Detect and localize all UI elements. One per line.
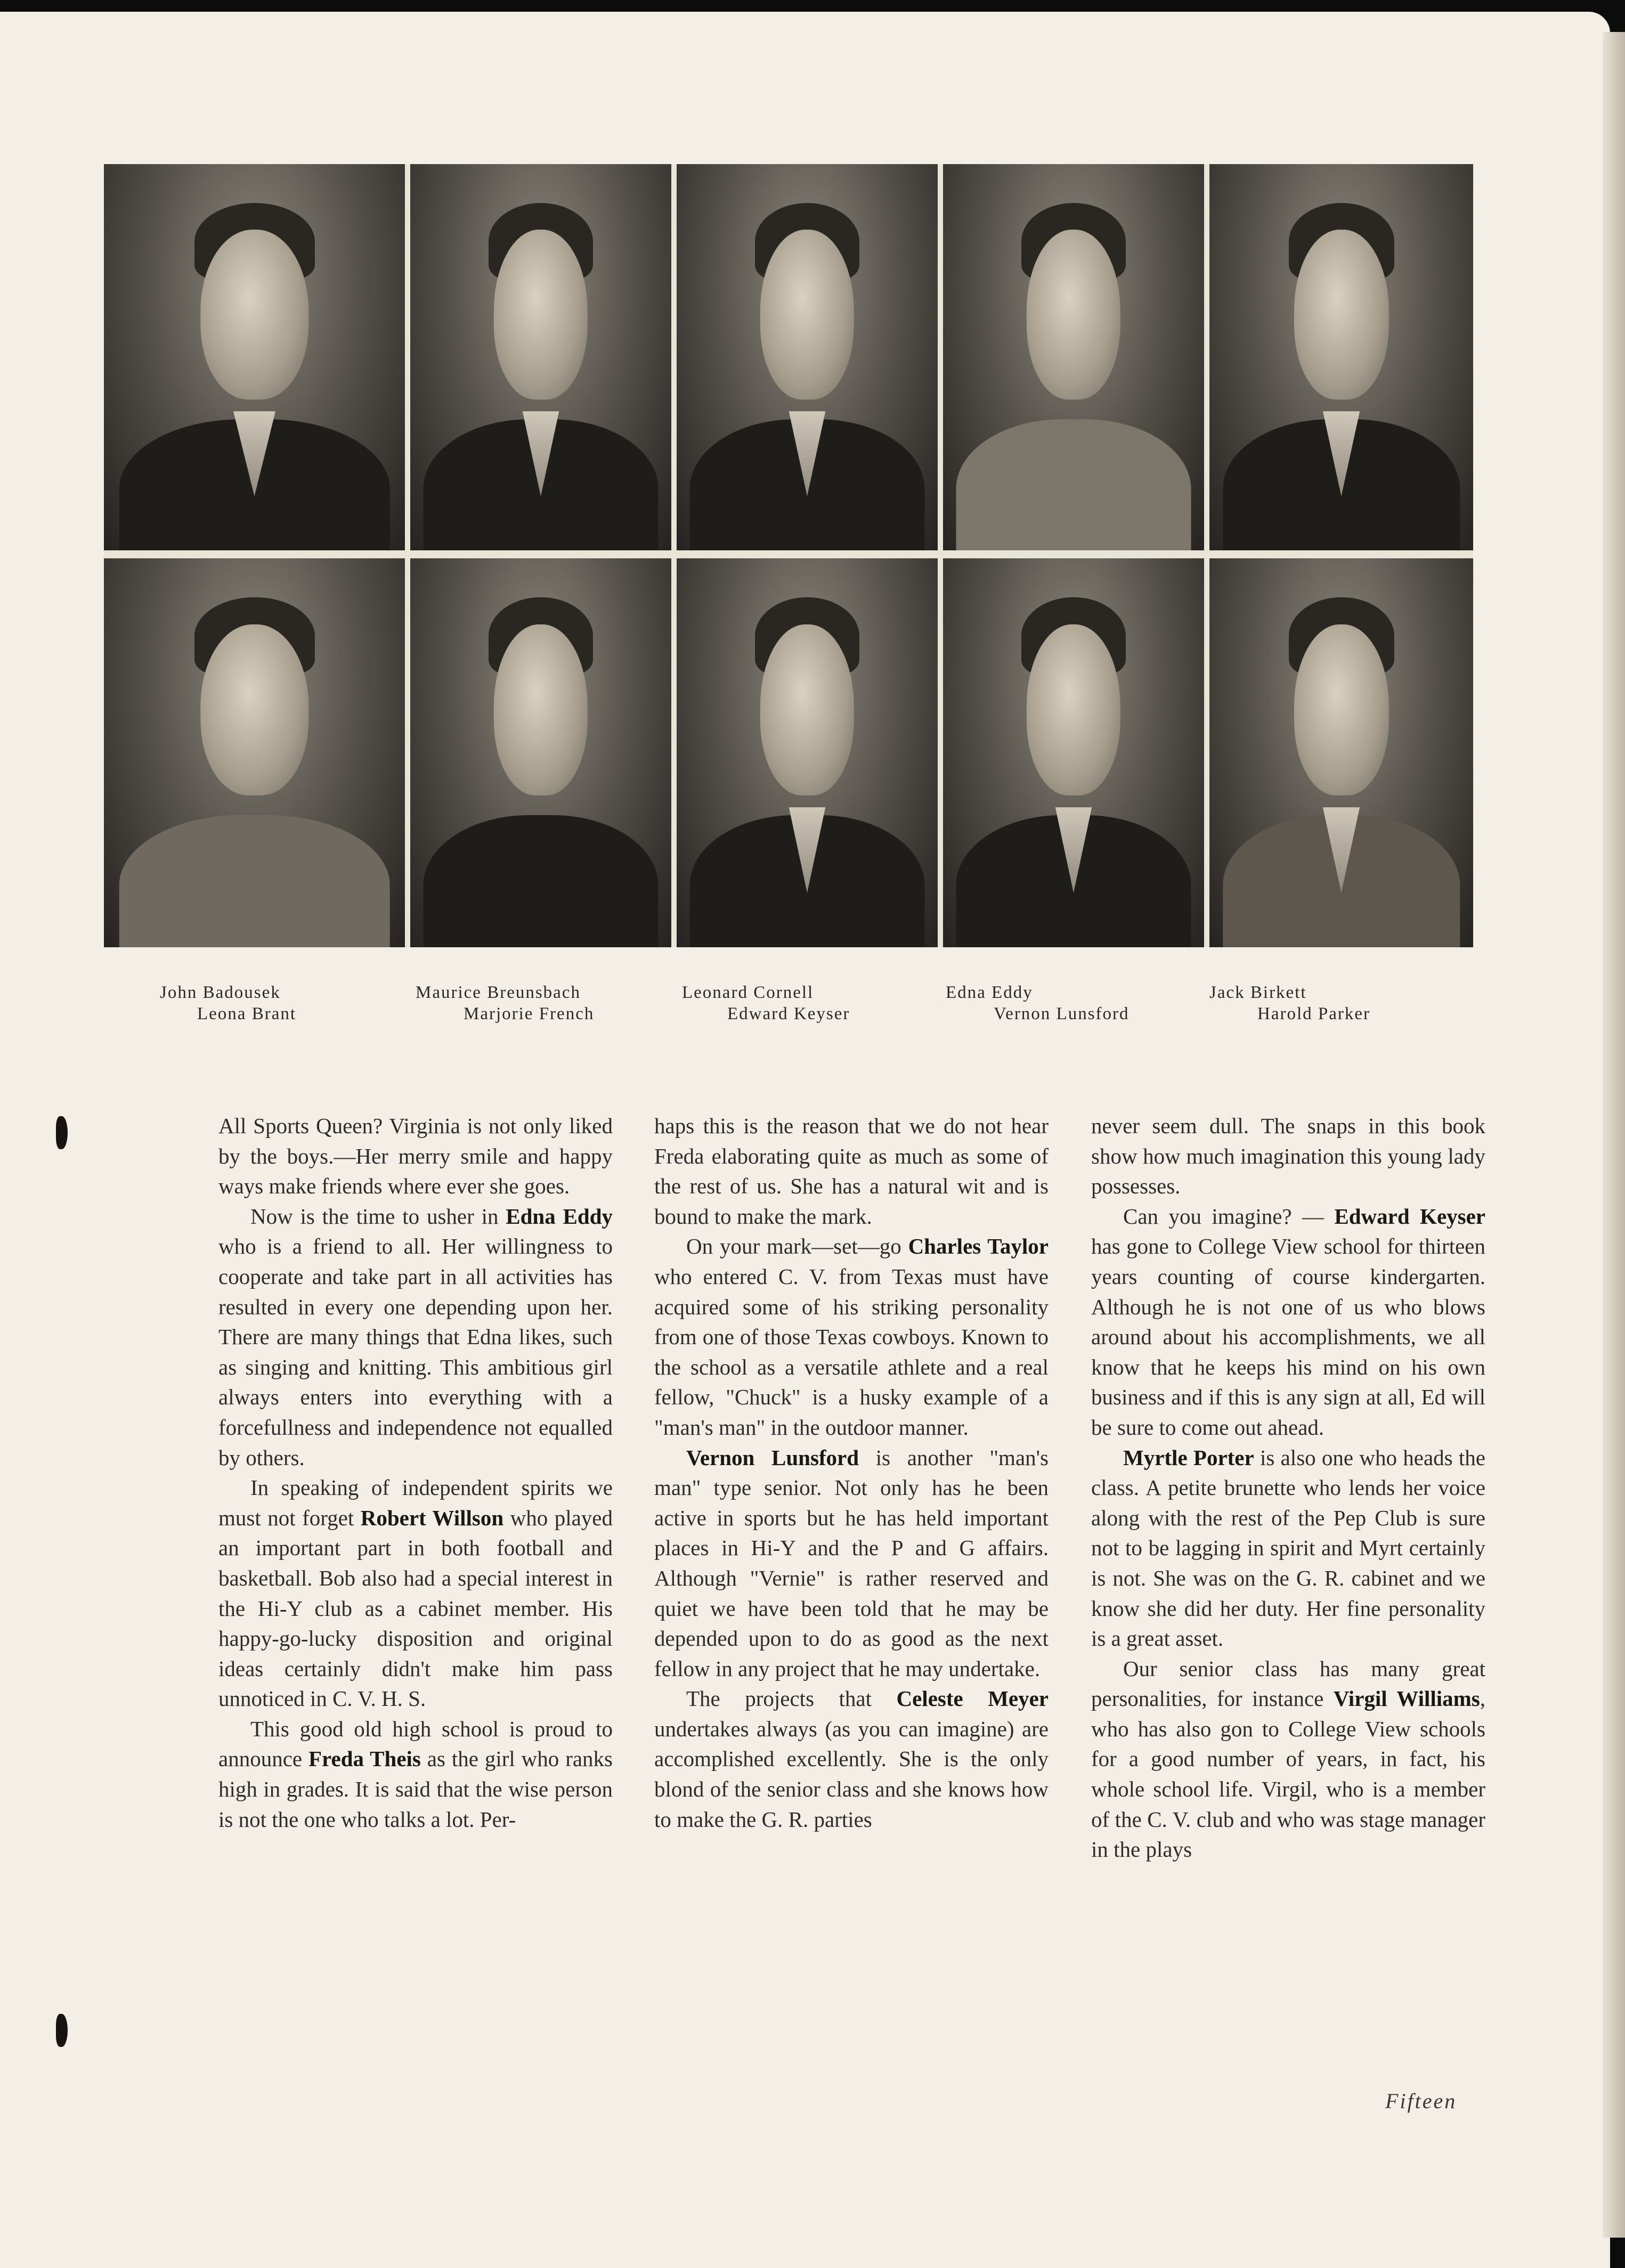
text: as the girl who ranks high in grades. It is said that the wise person is not the one who talks a lot. Per-: [218, 1746, 613, 1832]
text: Now is the time to usher in: [250, 1204, 506, 1229]
portrait-face: [200, 624, 308, 795]
paragraph: [1091, 1201, 1485, 1443]
paragraph: haps this is the reason that we do not hear Freda elaborating quite as much as some of the rest of us. She has a natural wit and is bound to make the mark.: [654, 1113, 1049, 1229]
portrait-face: [760, 230, 854, 400]
paragraph: [218, 1714, 613, 1834]
caption-bottom: Marjorie French: [464, 1004, 595, 1023]
student-name: Charles Taylor: [908, 1234, 1049, 1259]
portrait: [410, 558, 671, 947]
page-number: Fifteen: [1385, 2089, 1457, 2113]
portrait-blouse: [119, 815, 390, 947]
text: has gone to College View school for thirteen years counting of course kindergarten. Although he is not one of us who blows around about his accomplishments, we all know that he keeps his mind on his own business and if this is any sign at all, Ed will be sure to come out ahead.: [1091, 1234, 1485, 1440]
portrait-face: [1027, 624, 1120, 795]
caption-top: Maurice Breunsbach: [416, 983, 581, 1002]
portrait-face: [1294, 624, 1388, 795]
text: On your mark—set—go: [686, 1234, 908, 1259]
text: who is a friend to all. Her willingness to cooperate and take part in all activities has resulted in every one depending upon her. There are many things that Edna likes, such as singing and knitting. This ambitious girl always enters into everything with a forcefullness and independence not equalled by others.: [218, 1234, 613, 1470]
student-name: Robert Willson: [360, 1505, 504, 1530]
student-name: Virgil Williams: [1333, 1686, 1480, 1711]
portrait: [943, 164, 1204, 550]
text-column-3: [1091, 1111, 1485, 1865]
text: This good old high school is proud to announce: [218, 1716, 613, 1771]
text: The projects that: [686, 1686, 897, 1711]
portrait: [1209, 558, 1473, 947]
portrait: [104, 164, 405, 550]
student-name: Vernon Lunsford: [686, 1445, 859, 1470]
caption-bottom: Leona Brant: [197, 1004, 297, 1023]
portrait-face: [760, 624, 854, 795]
text-column-2: [654, 1111, 1049, 1834]
caption-bottom: Vernon Lunsford: [994, 1004, 1130, 1023]
caption-bottom: Edward Keyser: [727, 1004, 850, 1023]
paragraph: [1091, 1654, 1485, 1865]
caption-bottom: Harold Parker: [1257, 1004, 1371, 1023]
binding-mark: [56, 1116, 68, 1149]
portrait-face: [1027, 230, 1120, 400]
portrait-face: [494, 230, 588, 400]
paragraph: [218, 1201, 613, 1473]
portrait-face: [1294, 230, 1388, 400]
binding-mark: [56, 2014, 68, 2047]
student-name: Celeste Meyer: [896, 1686, 1049, 1711]
caption-top: Jack Birkett: [1209, 983, 1307, 1002]
student-name: Edward Keyser: [1334, 1204, 1486, 1229]
page-edge-shadow: [1603, 32, 1625, 2238]
caption-top: Edna Eddy: [946, 983, 1033, 1002]
text: is also one who heads the class. A petite brunette who lends her voice along with the rest of the Pep Club is sure not to be lagging in spirit and Myrt certainly is not. She was on the G. R. cabinet and we know she did her duty. Her fine personality is a great asset.: [1091, 1445, 1486, 1651]
portrait-face: [494, 624, 588, 795]
text: is another "man's man" type senior. Not only has he been active in sports but he has held important places in Hi-Y and the P and G affairs. Although "Vernie" is rather reserved and quiet we have been told that he may be depended upon to do as good as the next fellow in any project that he may undertake.: [654, 1445, 1049, 1681]
paragraph: All Sports Queen? Virginia is not only liked by the boys.—Her merry smile and happy ways make friends where ever she goes.: [218, 1113, 613, 1199]
portrait-blouse: [956, 419, 1191, 551]
portrait: [104, 558, 405, 947]
portrait: [1209, 164, 1473, 550]
caption-top: Leonard Cornell: [682, 983, 814, 1002]
caption-top: John Badousek: [160, 983, 281, 1002]
student-name: Myrtle Porter: [1123, 1445, 1254, 1470]
paragraph: [654, 1231, 1049, 1442]
paragraph: never seem dull. The snaps in this book show how much imagination this young lady possesses.: [1091, 1113, 1485, 1199]
text: Our senior class has many great personalities, for instance: [1091, 1656, 1485, 1711]
text: , who has also gon to College View schools for a good number of years, in fact, his whole school life. Virgil, who is a member of the C. V. club and who was stage manager in the plays: [1091, 1686, 1485, 1862]
text-column-1: [218, 1111, 613, 1834]
text: who played an important part in both football and basketball. Bob also had a special interest in the Hi-Y club as a cabinet member. His happy-go-lucky disposition and original ideas certainly didn't make him pass unnoticed in C. V. H. S.: [218, 1505, 613, 1711]
text: In speaking of independent spirits we must not forget: [218, 1475, 613, 1530]
portrait-dress: [424, 815, 659, 947]
portrait: [410, 164, 671, 550]
portrait: [677, 164, 938, 550]
portrait-grid: [104, 164, 1473, 947]
paragraph: [654, 1443, 1049, 1684]
portrait-captions: [0, 983, 1625, 1047]
text: undertakes always (as you can imagine) are accomplished excellently. She is the only blond of the senior class and she knows how to make the G. R. parties: [654, 1716, 1049, 1832]
text: who entered C. V. from Texas must have acquired some of his striking personality from one of those Texas cowboys. Known to the school as a versatile athlete and a real fellow, "Chuck" is a husky example of a "man's man" in the outdoor manner.: [654, 1264, 1049, 1440]
portrait: [943, 558, 1204, 947]
paragraph: [218, 1473, 613, 1714]
portrait: [677, 558, 938, 947]
paragraph: [1091, 1443, 1485, 1654]
portrait-face: [200, 230, 308, 400]
text: Can you imagine? —: [1123, 1204, 1335, 1229]
paragraph: [654, 1684, 1049, 1834]
student-name: Freda Theis: [308, 1746, 421, 1771]
student-name: Edna Eddy: [506, 1204, 613, 1229]
